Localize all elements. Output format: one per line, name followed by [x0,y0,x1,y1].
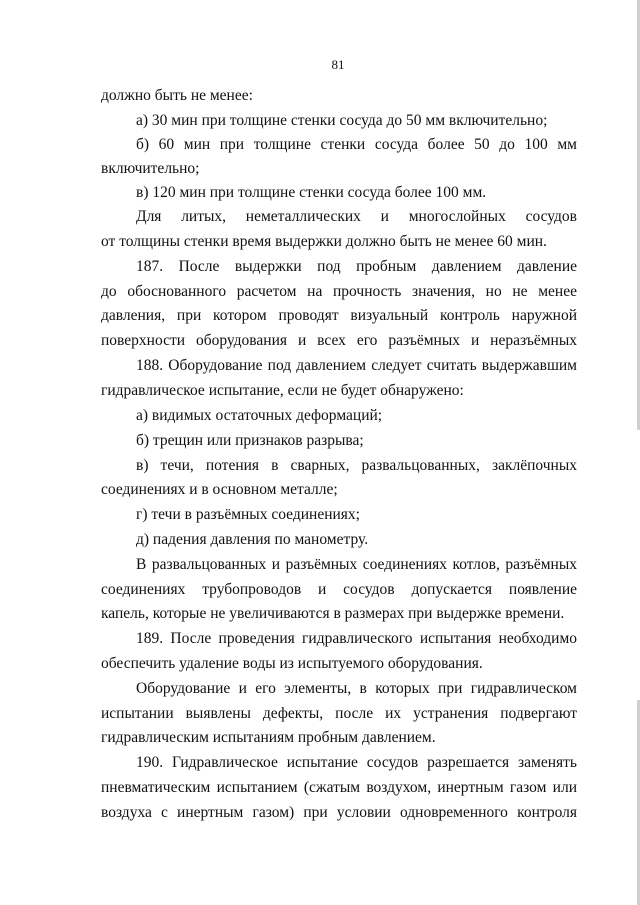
text-line: капель, которые не увеличиваются в размерах при выдержке времени. [101,605,565,622]
text-line: 187. После выдержки под пробным давлением давление [136,258,577,275]
text-line: пневматическим испытанием (сжатым воздухом, инертным газом или [101,779,577,796]
text-line: соединениях и в основном металле; [101,481,338,498]
text-line: соединениях трубопроводов и сосудов допускается появление [101,581,577,598]
text-line: испытании выявлены дефекты, после их устранения подвергают [101,705,577,722]
text-line: гидравлическим испытаниям пробным давлением. [101,729,436,746]
text-line: 189. После проведения гидравлического испытания необходимо [136,630,577,647]
text-line: 188. Оборудование под давлением следует считать выдержавшим [136,357,577,374]
page-number: 81 [331,57,345,72]
text-line: д) падения давления по манометру. [136,531,369,548]
text-line: Оборудование и его элементы, в которых при гидравлическом [136,680,577,697]
text-line: гидравлическое испытание, если не будет обнаружено: [101,382,464,399]
text-line: до обоснованного расчетом на прочность значения, но не менее [101,283,577,300]
text-line: включительно; [101,160,200,177]
text-line: в) течи, потения в сварных, развальцованных, заклёпочных [136,457,577,474]
text-line: должно быть не менее: [101,87,253,104]
text-line: б) 60 мин при толщине стенки сосуда более 50 до 100 мм [136,136,577,153]
text-line: г) течи в разъёмных соединениях; [136,506,360,523]
text-line: давления, при котором проводят визуальный контроль наружной [101,307,577,324]
text-line: поверхности оборудования и всех его разъёмных и неразъёмных [101,332,577,349]
text-line: от толщины стенки время выдержки должно быть не менее 60 мин. [101,233,547,250]
text-line: обеспечить удаление воды из испытуемого оборудования. [101,655,483,672]
text-line: воздуха с инертным газом) при условии одновременного контроля [101,804,577,821]
text-line: а) 30 мин при толщине стенки сосуда до 50 мм включительно; [136,112,548,129]
text-line: 190. Гидравлическое испытание сосудов разрешается заменять [136,754,577,771]
text-line: В развальцованных и разъёмных соединениях котлов, разъёмных [136,556,577,573]
text-line: в) 120 мин при толщине стенки сосуда более 100 мм. [136,184,487,201]
text-line: б) трещин или признаков разрыва; [136,432,364,449]
text-line: а) видимых остаточных деформаций; [136,407,383,424]
text-line: Для литых, неметаллических и многослойных сосудов [136,208,577,225]
